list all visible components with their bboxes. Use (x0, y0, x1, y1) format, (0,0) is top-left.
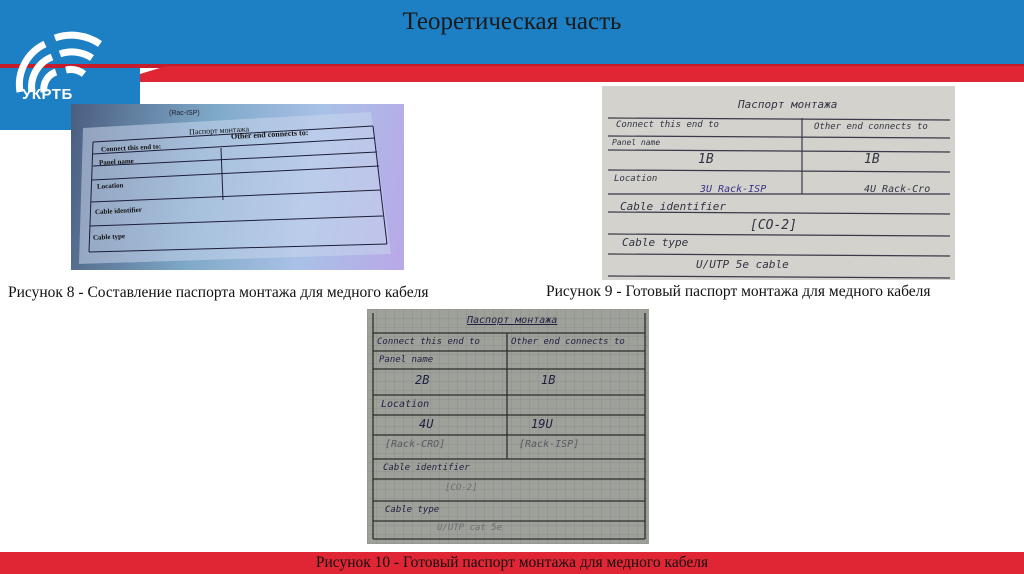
form-location-label: Location (381, 399, 430, 410)
form-panel-left: 1B (698, 152, 714, 167)
slide-title: Теоретическая часть (402, 8, 622, 35)
form-title: Паспорт монтажа (467, 315, 558, 326)
figure-10-photo (367, 309, 649, 544)
figure-8-caption: Рисунок 8 - Составление паспорта монтажа для медного кабеля (8, 284, 429, 301)
form-location-label: Location (614, 174, 658, 184)
form-col1: Connect this end to: (100, 142, 162, 154)
form-panel-label: Panel name (612, 138, 661, 147)
figure-8-photo (71, 104, 404, 270)
form-top-note: (Rac-ISP) (169, 110, 200, 117)
form-location-left: 4U (419, 417, 434, 431)
form-col1: Connect this end to (616, 120, 719, 130)
form-cable-id-value: [CO-2] (750, 218, 797, 233)
form-row-cable-type: Cable type (92, 232, 126, 242)
form-cable-type-value: U/UTP 5e cable (696, 258, 789, 271)
form-cable-id-label: Cable identifier (383, 463, 470, 473)
form-cable-type-value: U/UTP cat 5e (437, 523, 503, 533)
form-location-right: 4U Rack-Cro (864, 184, 931, 195)
form-cable-type-label: Cable type (622, 236, 689, 249)
form-panel-right: 1B (864, 152, 880, 167)
figure-9-photo (602, 86, 955, 280)
form-panel-left: 2B (415, 373, 430, 387)
form-panel-label: Panel name (379, 355, 434, 365)
figure-9-caption: Рисунок 9 - Готовый паспорт монтажа для медного кабеля (546, 283, 931, 300)
figure-10-caption: Рисунок 10 - Готовый паспорт монтажа для медного кабеля (315, 554, 709, 571)
form-title: Паспорт монтажа (188, 124, 250, 137)
form-cable-type-label: Cable type (385, 505, 440, 515)
form-location-right: 19U (531, 417, 553, 431)
form-location-left: 3U Rack-ISP (700, 184, 767, 195)
form-col1: Connect this end to (377, 337, 480, 347)
form-row-panel: Panel name (98, 157, 134, 167)
form-col2: Other end connects to: (230, 127, 309, 142)
form-panel-right: 1B (541, 373, 556, 387)
form-cable-id-value: [CO-2] (445, 483, 478, 493)
form-rack-right: [Rack-ISP] (519, 439, 580, 450)
form-row-cable-id: Cable identifier (94, 205, 143, 217)
form-cable-id-label: Cable identifier (620, 200, 726, 213)
form-col2: Other end connects to (511, 337, 625, 347)
logo-text: УКРТБ (22, 86, 73, 103)
form-rack-left: [Rack-CRO] (385, 439, 446, 450)
header-red-band (140, 66, 1024, 82)
form-col2: Other end connects to (814, 122, 928, 132)
form-title: Паспорт монтажа (738, 98, 838, 111)
form-row-location: Location (96, 181, 124, 191)
